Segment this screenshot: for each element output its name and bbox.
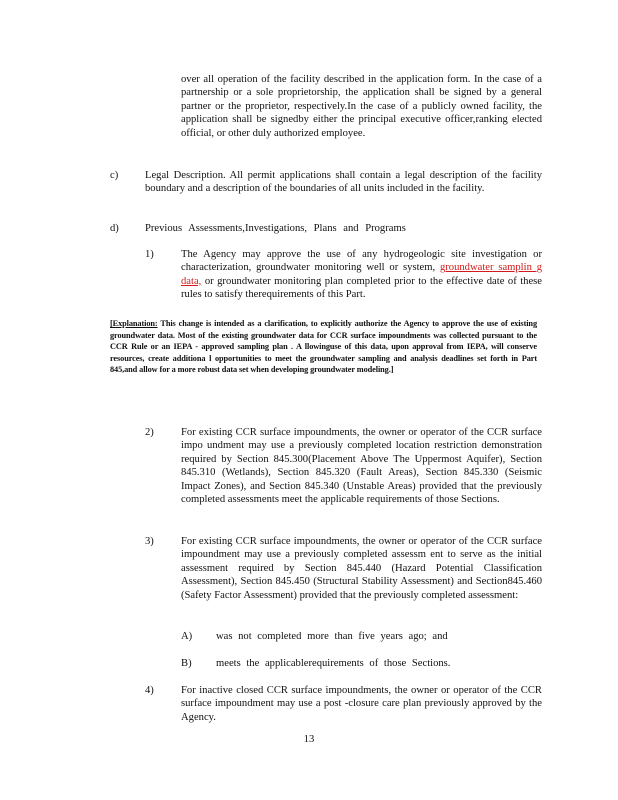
item-1-red-insertion: groundwater samplin g data, (181, 262, 542, 287)
item-3a-label: A) (181, 631, 193, 642)
item-4-text: For inactive closed CCR surface impoundments, the owner or operator of the CCR surface impoundment may use a post -closure care plan previously approved by the Agency. (181, 685, 542, 723)
item-3b-text: meets the applicablerequirements of those Sections. (216, 658, 451, 669)
explanation-note (110, 318, 537, 376)
item-3b-label: B) (181, 658, 192, 669)
section-d-title: Previous Assessments,Investigations, Plans and Programs (145, 223, 406, 234)
item-2-text: For existing CCR surface impoundments, the owner or operator of the CCR surface impo undment may use a previously completed location restriction demonstration required by Section 845.300(Placement Above The Uppermost Aquifer), Section 845.310 (Wetlands), Section 845.320 (Fault Areas), Section 845.330 (Seismic Impact Zones), and Section 845.340 (Unstable Areas) provided that the previously completed assessments meet the applicable requirements of those Sections. (181, 427, 542, 506)
item-3a-text: was not completed more than five years ago; and (216, 631, 448, 642)
item-4-label: 4) (145, 685, 154, 696)
item-3-text: For existing CCR surface impoundments, the owner or operator of the CCR surface impoundment may use a previously completed assessm ent to serve as the initial assessment required by Section 845.440 (Hazard Potential Classification Assessment), Section 845.450 (Structural Stability Assessment) and Section845.460 (Safety Factor Assessment) provided that the previously completed assessment: (181, 536, 542, 601)
item-1-text-after: or groundwater monitoring plan completed prior to the effective date of these rules to satisfy therequirements of this Part. (181, 275, 543, 301)
item-3-label: 3) (145, 536, 154, 547)
item-1-text-before: The Agency may approve the use of any hydrogeologic site investigation or characterization, groundwater monitoring well or system, (181, 249, 542, 274)
explanation-text: This change is intended as a clarification, to explicitly authorize the Agency to approve the use of existing groundwater data. Most of the existing groundwater data for CCR surface impoundments was collected pursuant to the CCR Rule or an IEPA - approved sampling plan . A llowinguse of this data, upon approval from IEPA, will conserve resources, create additiona l opportunities to meet the groundwater sampling and analysis deadlines set forth in Part 845,and allow for a more robust data set when developing groundwater modeling.] (110, 319, 537, 375)
section-c-text: Legal Description. All permit applications shall contain a legal description of the facility boundary and a description of the boundaries of all units included in the facility. (145, 170, 542, 195)
item-1-text (181, 248, 542, 302)
explanation-label: [Explanation: (110, 319, 158, 328)
item-2-label: 2) (145, 427, 154, 438)
intro-paragraph: over all operation of the facility described in the application form. In the case of a partnership or a sole proprietorship, the application shall be signed by a general partner or the proprietor, respectively.In the case of a publicly owned facility, the application shall be signedby either the principal executive officer,ranking elected official, or other duly authorized employee. (181, 74, 542, 139)
section-c-label: c) (110, 170, 119, 181)
page-number: 13 (303, 734, 315, 745)
section-d-label: d) (110, 223, 119, 234)
item-1-label: 1) (145, 249, 154, 260)
